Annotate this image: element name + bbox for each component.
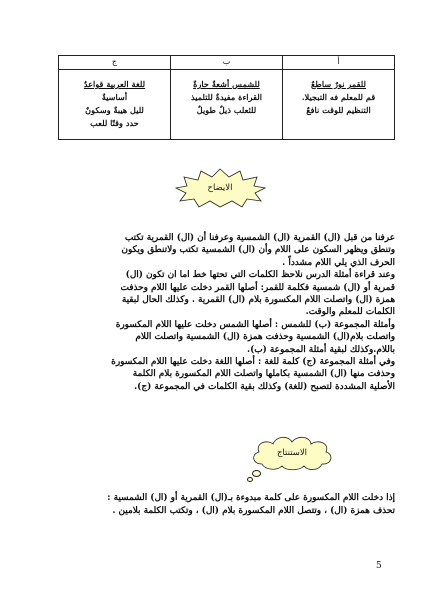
text-line: تحذف همزة (ال) ، وتتصل اللام المكسورة بلام (ال) ، وتكتب الكلمة بلامين . [112, 506, 395, 516]
explanation-title: الايضاح [207, 183, 233, 193]
example-c1: للغة العربية قواعدُ [83, 79, 146, 89]
conclusion-title: الاستنتاج [276, 448, 308, 458]
text-line: قمرية أو (ال) شمسية فكلمة للقمر: أصلها القمر دخلت عليها اللام وحذفت [120, 282, 395, 293]
header-b: ب [171, 56, 283, 70]
example-b2: القراءة مفيدةٌ للتلميذ [190, 92, 263, 102]
header-a: أ [283, 56, 395, 70]
text-line: وفي أمثلة المجموعة (ج) كلمة للغة : أصلها اللغة دخلت عليها اللام المكسورة [111, 357, 395, 368]
conclusion-badge [248, 434, 336, 472]
text-line: همزة (ال) واتصلت اللام المكسورة بلام (ال) القمرية . وكذلك الحال لبقية [121, 295, 395, 306]
text-line: وأمثلة المجموعة (ب) للشمس : أصلها الشمس دخلت عليها اللام المكسورة [115, 319, 395, 330]
text-line: واتصلت بلام(ال) الشمسية وحذفت همزة (ال) الشمسية واتصلت اللام [135, 332, 395, 343]
header-c: ج [59, 56, 171, 70]
cloud-tail-bubble-large [252, 470, 261, 477]
example-a2: قم للمعلم فه التبجيلا. [301, 92, 376, 102]
text-line: وتنطق ويظهر السكون على اللام وأن (ال) الشمسية تكتب ولاتنطق ويكون [121, 245, 395, 256]
example-c2: أساسيةٌ [101, 92, 128, 102]
example-b1: للشمس أشعةٌ حارةٌ [193, 79, 260, 89]
text-line: وعند قراءة أمثلة الدرس نلاحظ الكلمات التي تحتها خط اما ان تكون (ال) [125, 270, 395, 281]
conclusion-text [40, 492, 395, 518]
text-line: وحذفت منها (ال) الشمسية بكاملها واتصلت اللام المكسورة بلام الكلمة [132, 369, 395, 380]
text-line: الحرف الذي يلي اللام مشدداً . [282, 257, 395, 268]
text-line: الأصلية المشددة لتصبح (للغة) وكذلك بقية الكلمات في المجموعة (ج). [134, 381, 395, 392]
text-line: إذا دخلت اللام المكسورة على كلمة مبدوءة بـ(ال) القمرية أو (ال) الشمسية : [107, 493, 395, 503]
text-line: عرفنا من قبل (ال) القمرية (ال) الشمسية وعرفنا أن (ال) القمرية تكتب [124, 233, 395, 243]
page-number: 5 [376, 561, 382, 571]
explanation-text [40, 232, 395, 393]
example-c3: لليل هيبةٌ وسكونٌ [85, 105, 144, 115]
example-b3: للثعلب ذيلٌ طويلٌ [196, 105, 257, 115]
text-line: الكلمات للمعلم والوقت. [305, 307, 395, 318]
column-b [171, 70, 283, 140]
column-a [283, 70, 395, 140]
example-a3: التنظيم للوقت نافعٌ [306, 105, 371, 115]
examples-table [58, 55, 395, 140]
column-c [59, 70, 171, 140]
example-c4: حدد وقتًا للعب [90, 118, 139, 128]
explanation-badge [174, 168, 266, 208]
text-line: باللام.وكذلك لبقية أمثلة المجموعة (ب). [246, 344, 395, 355]
example-a1: للقمر نورٌ ساطعٌ [311, 79, 366, 89]
cloud-tail-bubble-small [247, 477, 253, 482]
